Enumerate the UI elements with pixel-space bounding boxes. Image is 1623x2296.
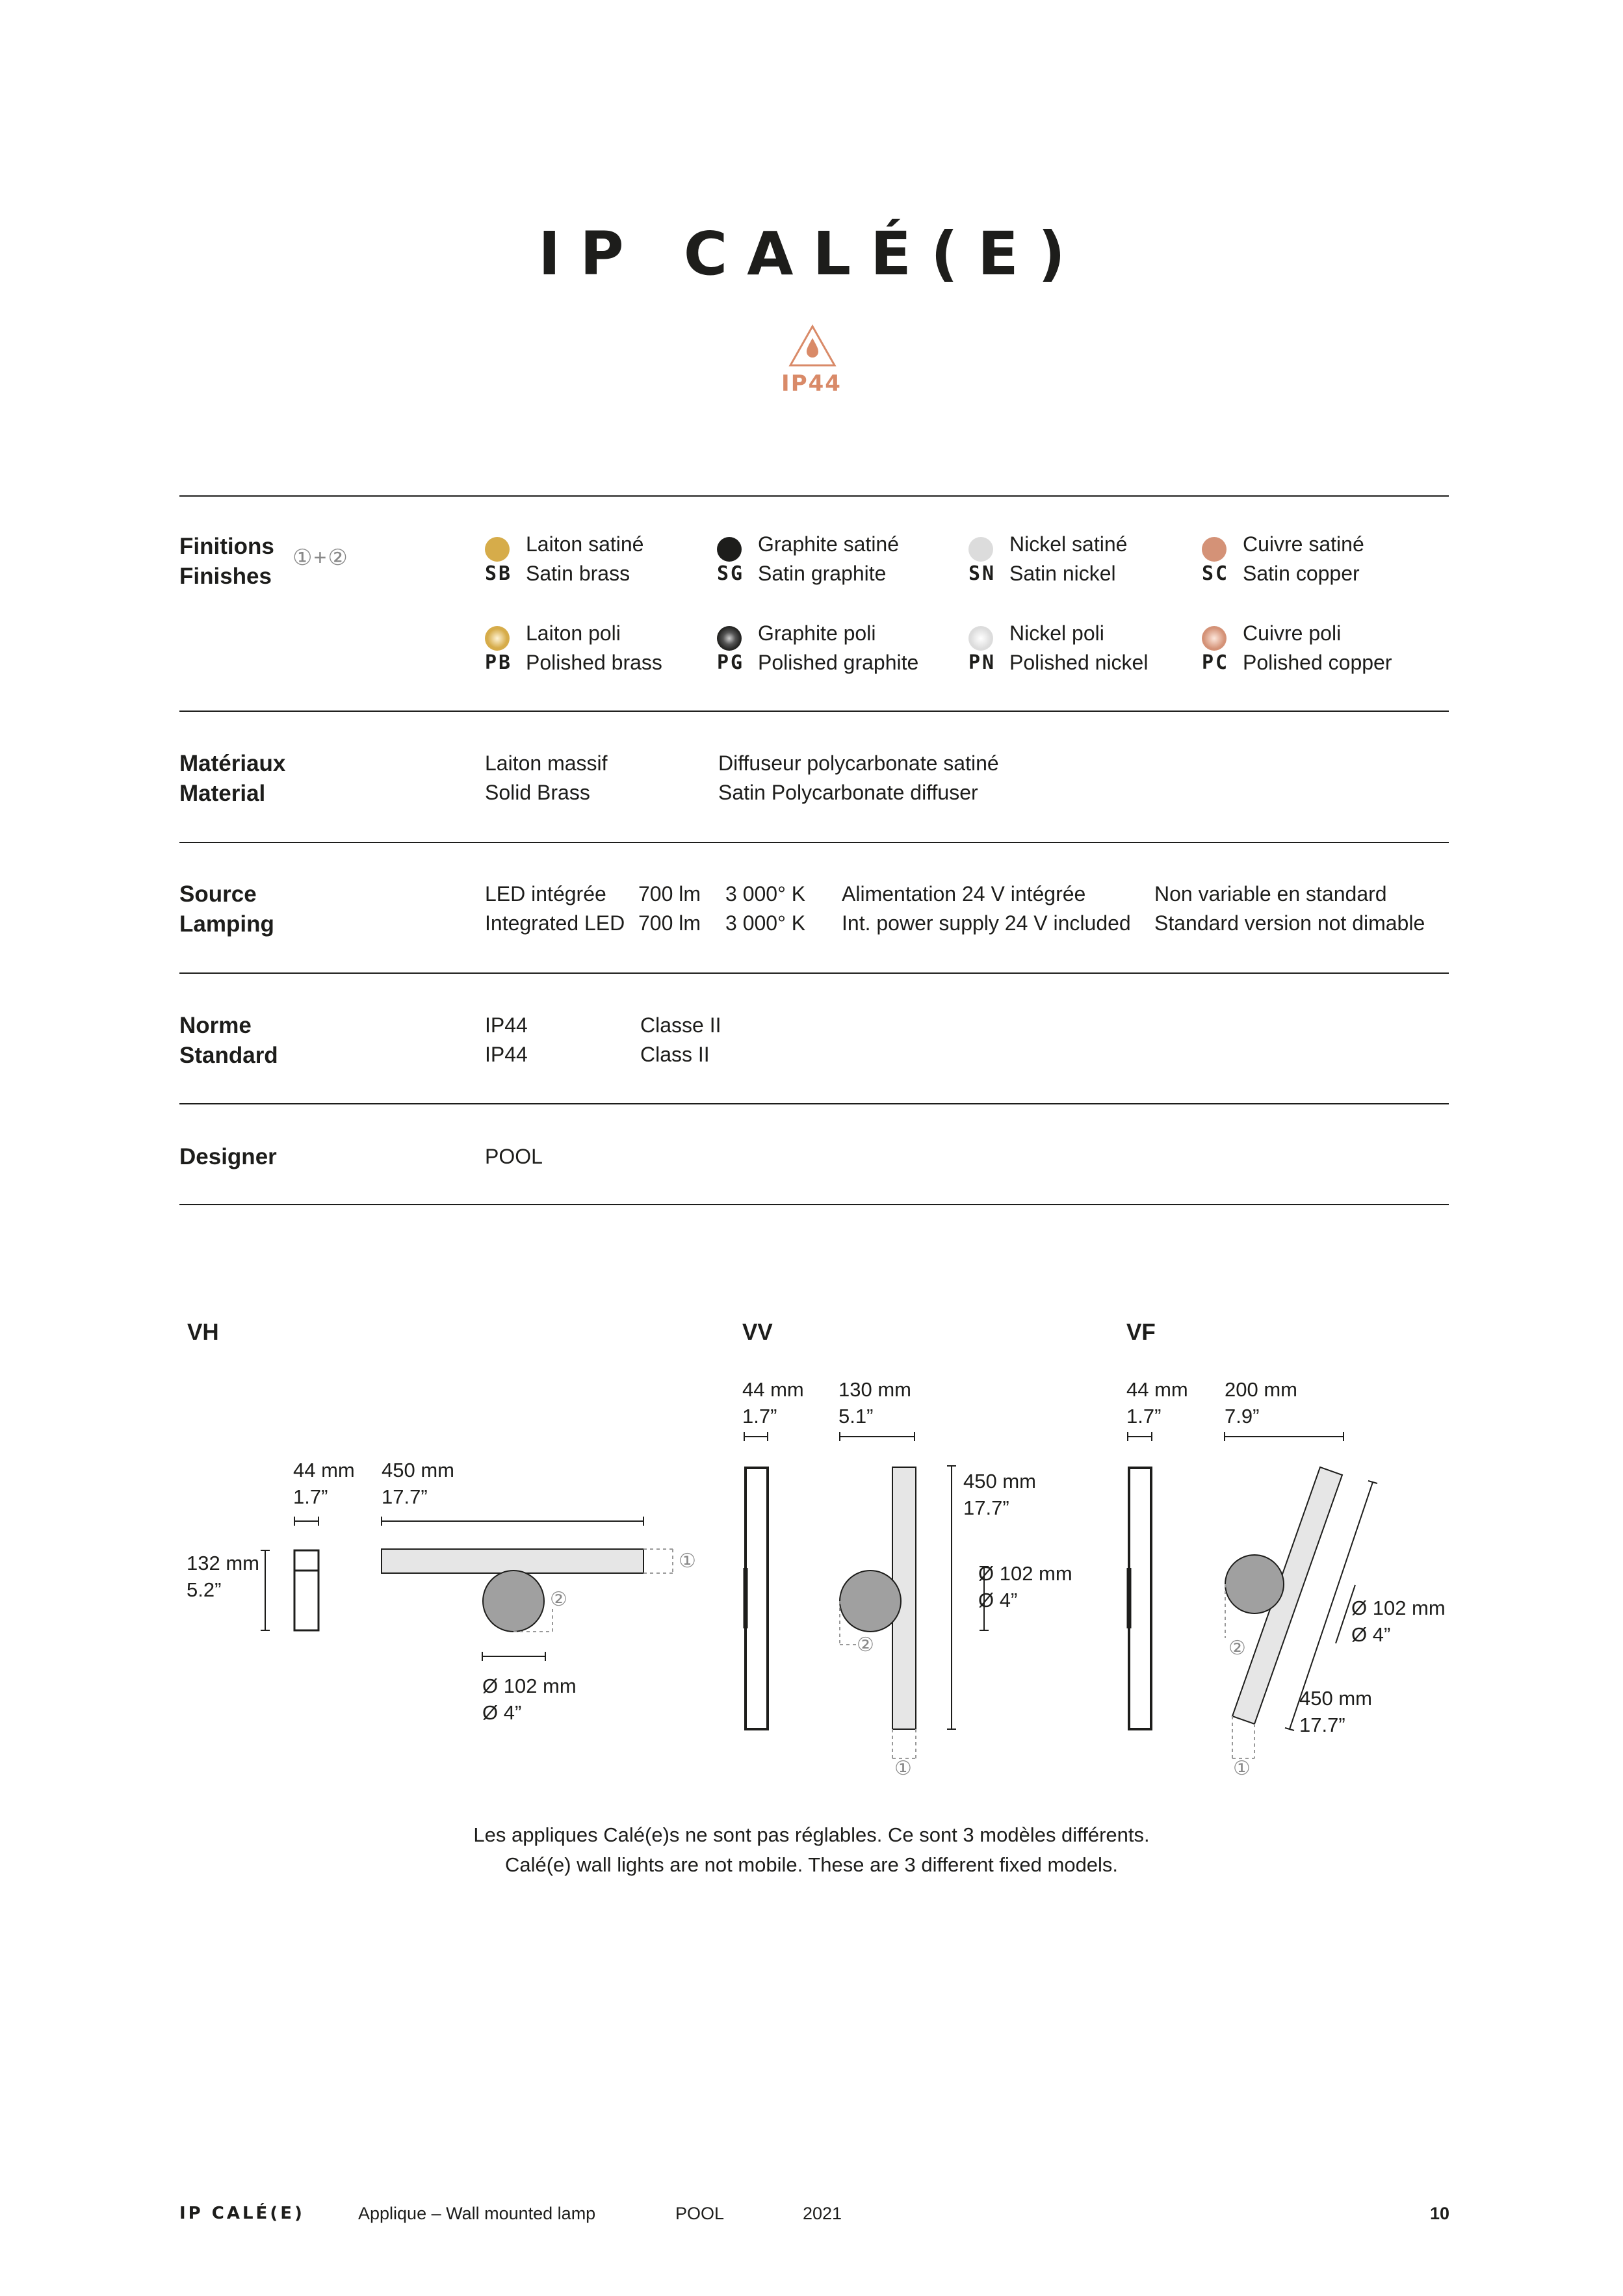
footer-title: IP CALÉ(E): [179, 2204, 305, 2223]
ip-rating-label: IP44: [781, 371, 842, 397]
callout-2: ②: [857, 1634, 874, 1656]
swatch-polished-graphite: [717, 626, 742, 651]
divider: [179, 842, 1449, 843]
vf-depth-dim: 44 mm 1.7”: [1126, 1378, 1188, 1428]
finishes-note: ①+②: [292, 545, 349, 570]
swatch-polished-brass: [485, 626, 510, 651]
vf-length-dim: 450 mm 17.7”: [1299, 1687, 1372, 1736]
material-label: Matériaux Material: [179, 751, 286, 806]
callout-1: ①: [679, 1550, 696, 1572]
vv-title: VV: [742, 1320, 773, 1345]
swatch-satin-graphite: [717, 537, 742, 562]
vh-drawing: [175, 1495, 715, 1716]
vh-diameter-dim: Ø 102 mm Ø 4”: [482, 1675, 577, 1724]
page-title: IP CALÉ(E): [538, 219, 1085, 289]
callout-1: ①: [1233, 1757, 1251, 1780]
vf-title: VF: [1126, 1320, 1156, 1345]
page-number: 10: [1429, 2204, 1449, 2223]
standard-col-ip: IP44 IP44: [485, 1013, 528, 1066]
material-col-2: Diffuseur polycarbonate satiné Satin Polycarbonate diffuser: [718, 751, 999, 804]
divider: [179, 972, 1449, 974]
source-col-power: Alimentation 24 V intégrée Int. power supply 24 V included: [842, 882, 1131, 935]
footer-designer: POOL: [675, 2204, 725, 2223]
divider: [179, 495, 1449, 497]
callout-1: ①: [894, 1757, 912, 1780]
footer-year: 2021: [803, 2204, 842, 2223]
source-label: Source Lamping: [179, 881, 274, 937]
vh-height-dim: 132 mm 5.2”: [187, 1552, 259, 1601]
source-col-led: LED intégrée Integrated LED: [485, 882, 625, 935]
vh-title: VH: [187, 1320, 219, 1345]
source-col-dimming: Non variable en standard Standard version not dimable: [1154, 882, 1425, 935]
standard-label: Norme Standard: [179, 1013, 278, 1068]
callout-2: ②: [1228, 1637, 1246, 1660]
footer-type: Applique – Wall mounted lamp: [358, 2204, 596, 2223]
swatch-polished-copper: [1202, 626, 1227, 651]
source-col-lumen: 700 lm 700 lm: [638, 882, 701, 935]
standard-col-class: Classe II Class II: [640, 1013, 721, 1066]
swatch-satin-copper: [1202, 537, 1227, 562]
vh-depth-dim: 44 mm 1.7”: [293, 1459, 355, 1508]
vv-width-dim: 130 mm 5.1”: [838, 1378, 911, 1428]
finishes-label: Finitions Finishes: [179, 534, 274, 589]
divider: [179, 1204, 1449, 1205]
note-en: Calé(e) wall lights are not mobile. These are 3 different fixed models.: [504, 1853, 1119, 1876]
swatch-polished-nickel: [968, 626, 993, 651]
vf-drawing: [1118, 1424, 1391, 1788]
water-drop-triangle-icon: [788, 324, 837, 368]
swatch-satin-brass: [485, 537, 510, 562]
note-fr: Les appliques Calé(e)s ne sont pas réglables. Ce sont 3 modèles différents.: [473, 1823, 1150, 1846]
designer-value: POOL: [485, 1145, 543, 1168]
source-col-kelvin: 3 000° K 3 000° K: [725, 882, 806, 935]
material-col-1: Laiton massif Solid Brass: [485, 751, 608, 804]
vv-drawing: [734, 1424, 994, 1788]
swatch-satin-nickel: [968, 537, 993, 562]
vv-diameter-dim: Ø 102 mm Ø 4”: [978, 1562, 1072, 1611]
vv-length-dim: 450 mm 17.7”: [963, 1470, 1036, 1519]
designer-label: Designer: [179, 1144, 277, 1169]
vv-depth-dim: 44 mm 1.7”: [742, 1378, 804, 1428]
vf-diameter-dim: Ø 102 mm Ø 4”: [1351, 1597, 1446, 1646]
vf-width-dim: 200 mm 7.9”: [1225, 1378, 1297, 1428]
divider: [179, 1103, 1449, 1104]
vh-length-dim: 450 mm 17.7”: [382, 1459, 454, 1508]
callout-2: ②: [550, 1588, 567, 1611]
divider: [179, 711, 1449, 712]
